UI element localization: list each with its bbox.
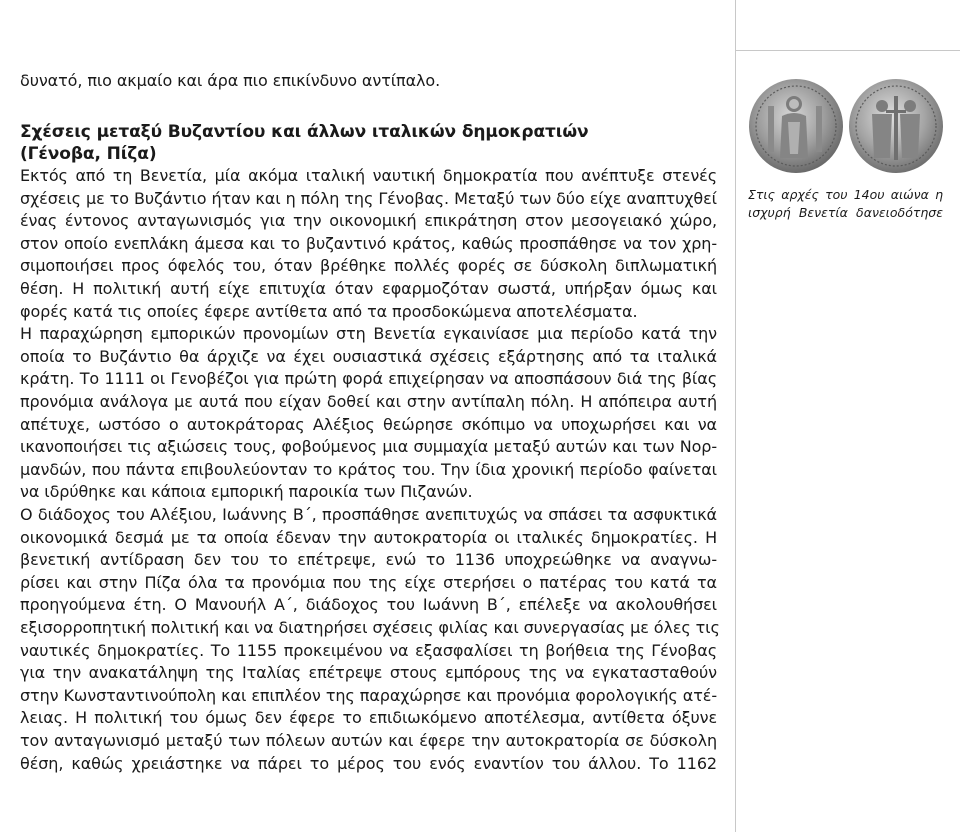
column-divider-horizontal xyxy=(735,50,960,51)
section-heading-line-2: (Γένοβα, Πίζα) xyxy=(20,144,157,164)
body-text-line: στον οποίο ενεπλάκη άμεσα και το βυζαντινό κράτος, καθώς προσπάθησε να τον χρη- xyxy=(20,233,717,253)
section-heading-line-1: Σχέσεις μεταξύ Βυζαντίου και άλλων ιταλικών δημοκρατιών xyxy=(20,122,589,142)
body-text-line: σιμοποιήσει προς όφελός του, όταν βρέθηκε πολλές φορές σε δύσκολη διπλωματική xyxy=(20,256,717,276)
body-text-line: ένας έντονος ανταγωνισμός για την οικονομική επικράτηση στον μεσογειακό χώρο, xyxy=(20,211,717,231)
body-text-line: Ο διάδοχος του Αλέξιου, Ιωάννης Β΄, προσπάθησε ανεπιτυχώς να σπάσει τα ασφυκτικά xyxy=(20,505,717,524)
column-divider-vertical xyxy=(735,0,736,832)
body-text-line: οποία το Βυζάντιο θα άρχιζε να έχει ουσιαστικά σχέσεις εξάρτησης από τα ιταλικά xyxy=(20,346,717,366)
body-text-line: σχέσεις με το Βυζάντιο ήταν και η πόλη της Γένοβας. Μεταξύ των δύο είχε αναπτυχθεί xyxy=(20,188,717,208)
body-text-line: εξισορροπητική πολιτική και να διατηρήσει σχέσεις φιλίας και συνεργασίας με όλες τις xyxy=(20,618,720,637)
body-text-line: ρίσει και στην Πίζα όλα τα προνόμια που της είχε στερήσει ο πατέρας του κατά τα xyxy=(20,572,717,592)
body-text-line: προηγούμενα έτη. Ο Μανουήλ Α΄, διάδοχος του Ιωάννη Β΄, επέλεξε να ακολουθήσει xyxy=(20,595,717,615)
body-text-line: οικονομικά δεσμά με τα οποία έδεναν την αυτοκρατορία οι ιταλικές δημοκρατίες. Η xyxy=(20,527,717,547)
venetian-silver-coins-image xyxy=(748,76,944,176)
body-text-line: για την ανακατάληψη της Ιταλίας επέτρεψε στους εμπόρους της να εγκατασταθούν xyxy=(20,663,717,683)
body-text-line: απέτυχε, ωστόσο ο αυτοκράτορας Αλέξιος θεώρησε σκόπιμο να υποχωρήσει και να xyxy=(20,414,717,434)
body-text-line: θέση. Η πολιτική αυτή είχε επιτυχία όταν εφαρμοζόταν σωστά, υπήρξαν όμως και xyxy=(20,279,717,298)
body-text-line: κράτη. Το 1111 οι Γενοβέζοι για πρώτη φορά επιχείρησαν να αποσπάσουν διά της βίας xyxy=(20,369,717,389)
image-caption-line-1: Στις αρχές του 14ου αιώνα η xyxy=(748,187,943,202)
body-text-line: τον ανταγωνισμό μεταξύ των πόλεων αυτών και έφερε την αυτοκρατορία σε δύσκολη xyxy=(20,731,717,750)
body-text-line: να ιδρύθηκε και κάποια εμπορική παροικία των Πιζανών. xyxy=(20,482,473,502)
body-text-line: βενετική αντίδραση δεν του το επέτρεψε, ενώ το 1136 υποχρεώθηκε να αναγνω- xyxy=(20,550,717,570)
body-text-line: φορές κατά τις οποίες έφερε αντίθετα από τα προσδοκώμενα αποτελέσματα. xyxy=(20,301,638,321)
body-text-line: ικανοποιήσει τις αξιώσεις τους, φοβούμενος μια συμμαχία μεταξύ αυτών και των Νορ- xyxy=(20,437,717,457)
image-caption-line-2: ισχυρή Βενετία δανειοδότησε xyxy=(748,205,943,220)
body-text-line: Η παραχώρηση εμπορικών προνομίων στη Βενετία εγκαινίασε μια περίοδο κατά την xyxy=(20,324,717,344)
body-text-line: μανδών, που πάντα επιβουλεύονταν το κράτος του. Την ίδια χρονική περίοδο φαίνεται xyxy=(20,459,717,479)
body-text-line: προνόμια ανάλογα με αυτά που είχαν δοθεί και στην αντίπαλη πόλη. Η απόπειρα αυτή xyxy=(20,392,717,411)
body-text-line: λειας. Η πολιτική του όμως δεν έφερε το επιδιωκόμενο αποτέλεσμα, αντίθετα όξυνε xyxy=(20,708,717,728)
body-text-line: στην Κωνσταντινούπολη και επιπλέον της παραχώρησε και προνόμια φορολογικής ατέ- xyxy=(20,685,717,705)
body-text-line: θέση, καθώς χρειάστηκε να πάρει το μέρος του ενός εναντίον του άλλου. Το 1162 xyxy=(20,753,717,773)
body-text-line: ναυτικές δημοκρατίες. Το 1155 προκειμένου να εξασφαλίσει τη βοήθεια της Γένοβας xyxy=(20,640,717,660)
continuation-line: δυνατό, πιο ακμαίο και άρα πιο επικίνδυνο αντίπαλο. xyxy=(20,71,441,90)
body-text-line: Εκτός από τη Βενετία, μία ακόμα ιταλική ναυτική δημοκρατία που ανέπτυξε στενές xyxy=(20,166,717,185)
